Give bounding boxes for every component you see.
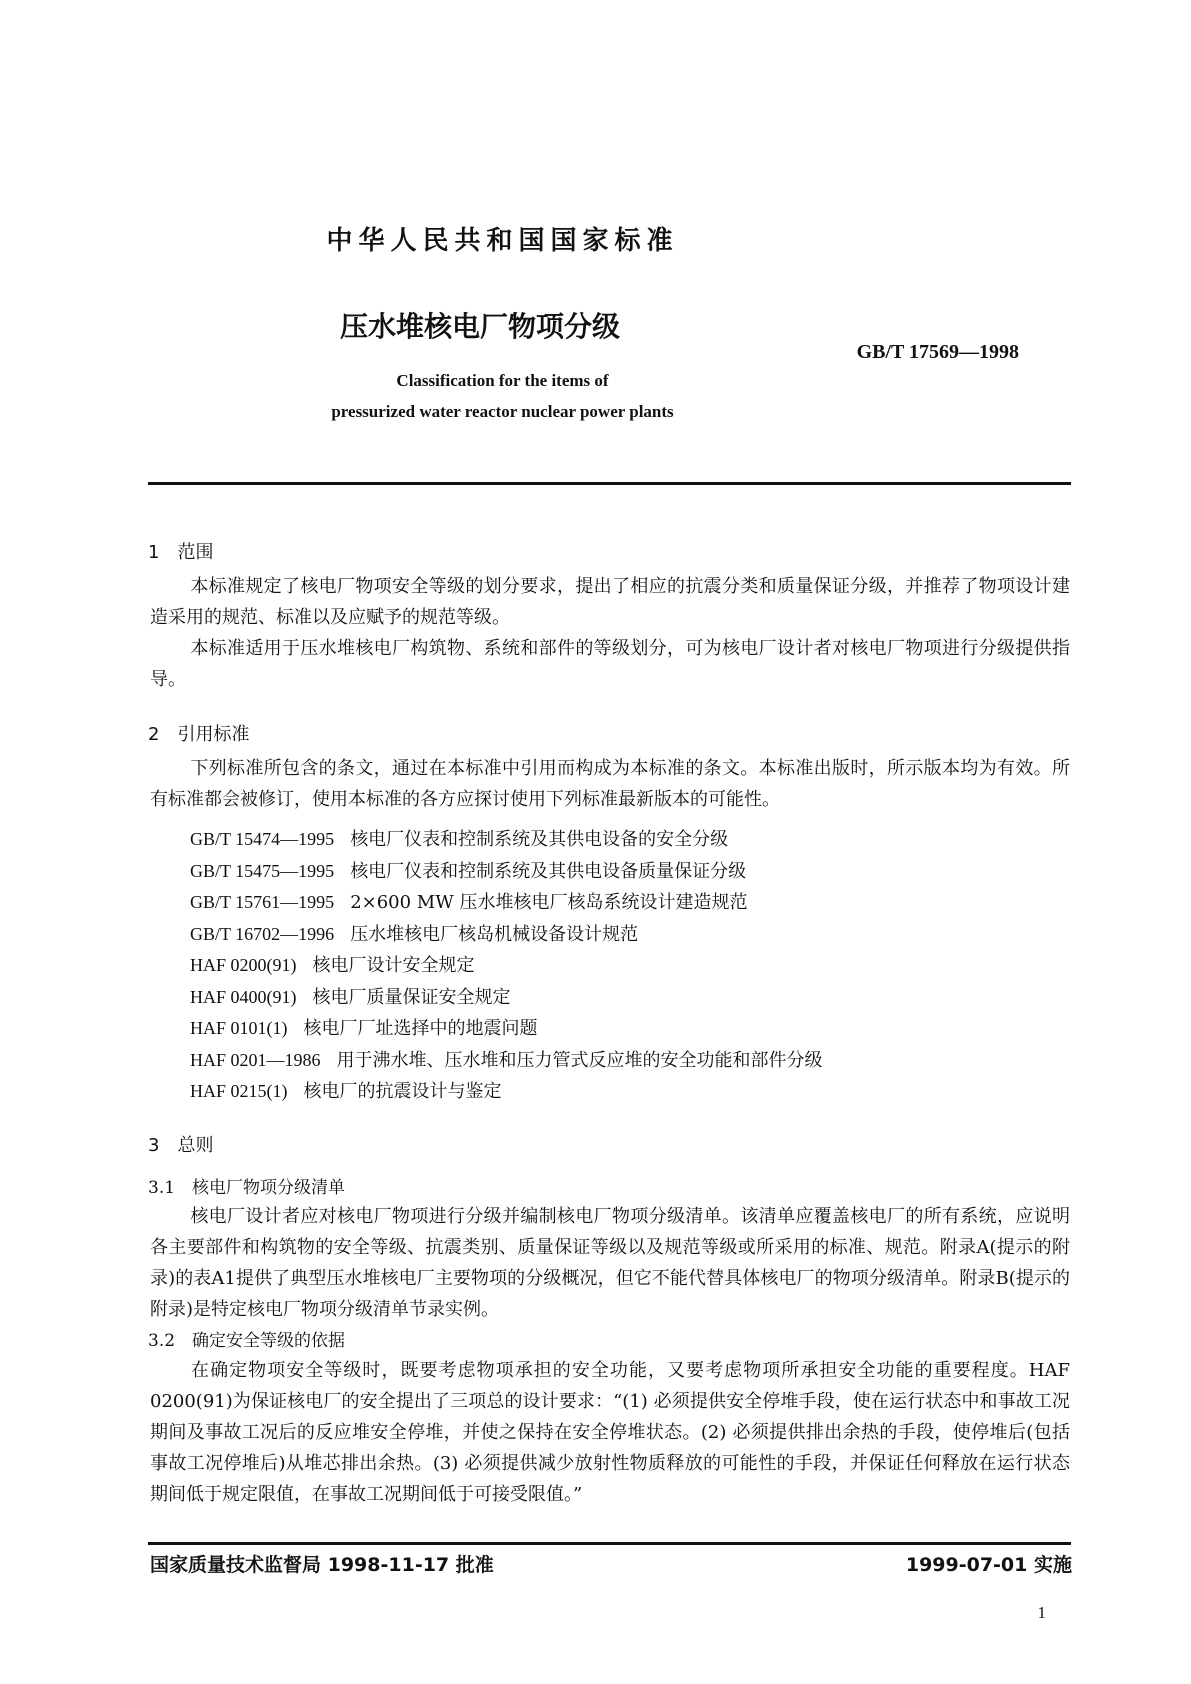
document-title-english-line1: Classification for the items of (396, 371, 609, 390)
section-3-1-heading: 3.1 核电厂物项分级清单 (148, 1178, 346, 1198)
reference-item: GB/T 15761—1995 2×600 MW 压水堆核电厂核岛系统设计建造规范 (190, 892, 748, 913)
footer-divider (148, 1542, 1071, 1545)
reference-item: GB/T 15475—1995 核电厂仪表和控制系统及其供电设备质量保证分级 (190, 861, 747, 882)
section-3-heading: 3 总则 (148, 1135, 214, 1156)
reference-item: GB/T 15474—1995 核电厂仪表和控制系统及其供电设备的安全分级 (190, 829, 729, 850)
section-3-2-heading: 3.2 确定安全等级的依据 (148, 1331, 346, 1351)
reference-item: HAF 0400(91) 核电厂质量保证安全规定 (190, 987, 511, 1008)
approval-statement: 国家质量技术监督局 1998-11-17 批准 (150, 1554, 494, 1576)
standard-org-heading: 中华人民共和国国家标准 (326, 226, 679, 256)
document-number: GB/T 17569—1998 (856, 341, 1019, 363)
effective-date: 1999-07-01 实施 (905, 1554, 1072, 1576)
header-divider (148, 482, 1071, 485)
section-1-paragraph-1: 本标准规定了核电厂物项安全等级的划分要求，提出了相应的抗震分类和质量保证分级，并推荐了物项设计建造采用的规范、标准以及应赋予的规范等级。 (150, 576, 1070, 628)
section-3-2-paragraph: 在确定物项安全等级时，既要考虑物项承担的安全功能，又要考虑物项所承担安全功能的重要程度。HAF 0200(91)为保证核电厂的安全提出了三项总的设计要求：“(1) 必须提供安全停堆手段，使在运行状态中和事故工况期间及事故工况后的反应堆安全停堆，并使之保持在安全停堆状态。(2) 必须提供排出余热的手段，使停堆后(包括事故工况停堆后)从堆芯排出余热。(3) 必须提供减少放射性物质释放的可能性的手段，并保证任何释放在运行状态期间低于规定限值，在事故工况期间低于可接受限值。” (150, 1360, 1070, 1505)
reference-item: HAF 0200(91) 核电厂设计安全规定 (190, 955, 475, 976)
section-3-1-paragraph: 核电厂设计者应对核电厂物项进行分级并编制核电厂物项分级清单。该清单应覆盖核电厂的所有系统，应说明各主要部件和构筑物的安全等级、抗震类别、质量保证等级以及规范等级或所采用的标准、规范。附录A(提示的附录)的表A1提供了典型压水堆核电厂主要物项的分级概况，但它不能代替具体核电厂的物项分级清单。附录B(提示的附录)是特定核电厂物项分级清单节录实例。 (150, 1206, 1070, 1320)
reference-item: GB/T 16702—1996 压水堆核电厂核岛机械设备设计规范 (190, 924, 639, 945)
section-2-paragraph: 下列标准所包含的条文，通过在本标准中引用而构成为本标准的条文。本标准出版时，所示版本均为有效。所有标准都会被修订，使用本标准的各方应探讨使用下列标准最新版本的可能性。 (150, 758, 1070, 810)
document-title-chinese: 压水堆核电厂物项分级 (340, 310, 621, 343)
section-1-paragraph-2: 本标准适用于压水堆核电厂构筑物、系统和部件的等级划分，可为核电厂设计者对核电厂物项进行分级提供指导。 (150, 638, 1070, 690)
section-2-heading: 2 引用标准 (148, 724, 250, 745)
document-title-english-line2: pressurized water reactor nuclear power plants (331, 402, 674, 421)
reference-item: HAF 0215(1) 核电厂的抗震设计与鉴定 (190, 1081, 502, 1102)
section-1-heading: 1 范围 (148, 542, 214, 563)
reference-item: HAF 0201—1986 用于沸水堆、压水堆和压力管式反应堆的安全功能和部件分级 (190, 1050, 823, 1071)
reference-item: HAF 0101(1) 核电厂厂址选择中的地震问题 (190, 1018, 538, 1039)
page-number: 1 (1037, 1603, 1046, 1622)
